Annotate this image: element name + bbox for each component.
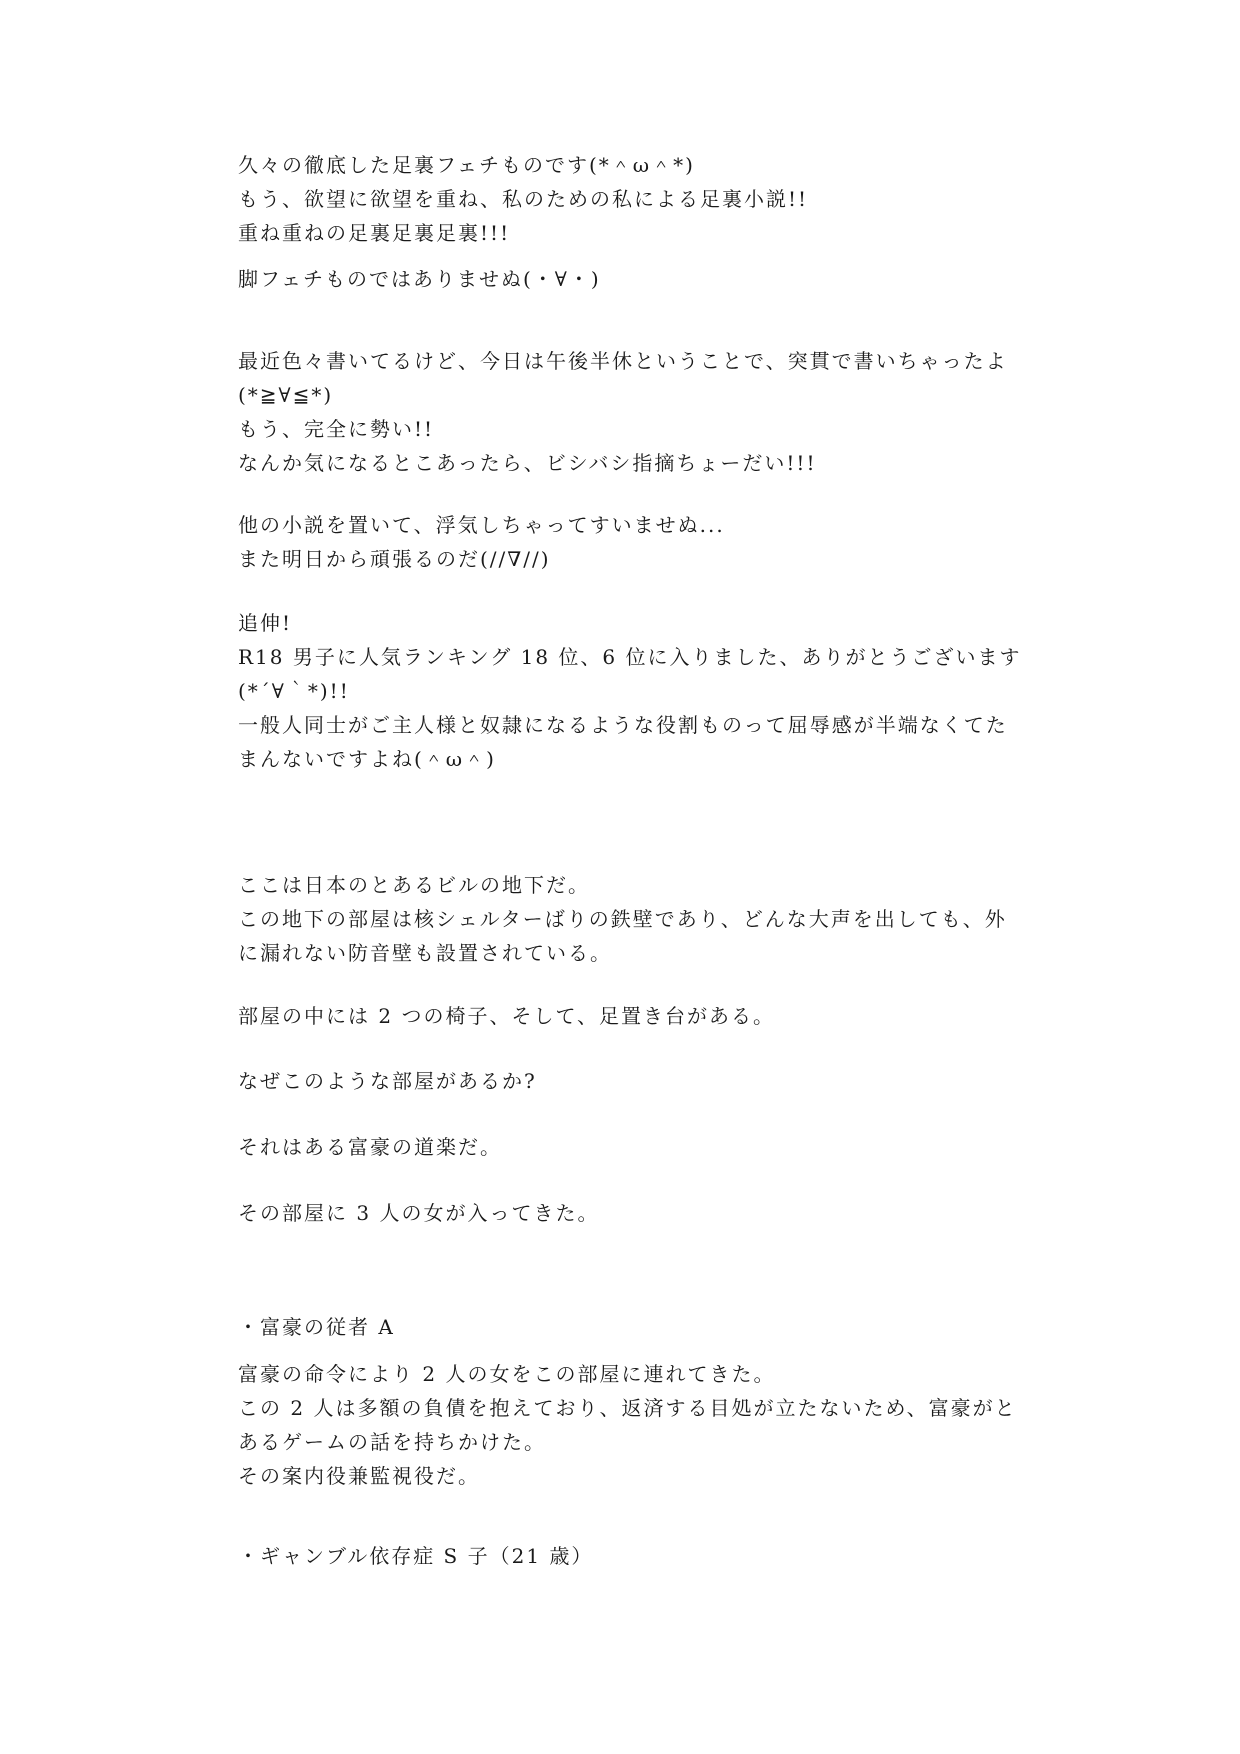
- preface-line: また明日から頑張るのだ(//∇//): [238, 547, 551, 571]
- story-line: に漏れない防音壁も設置されている。: [238, 941, 612, 965]
- preface-line: 脚フェチものではありませぬ(・∀・): [238, 267, 601, 291]
- preface-paragraph-3: [238, 344, 1014, 480]
- preface-paragraph-1: [238, 148, 1014, 250]
- preface-line: もう、欲望に欲望を重ね、私のための私による足裏小説!!: [238, 187, 809, 211]
- preface-line: まんないですよね(＾ω＾): [238, 747, 496, 771]
- story-paragraph-3: [238, 1064, 1014, 1098]
- character-heading-text: ・ギャンブル依存症 S 子（21 歳）: [238, 1544, 594, 1568]
- character-line: あるゲームの話を持ちかけた。: [238, 1430, 546, 1454]
- preface-paragraph-2: [238, 262, 1014, 296]
- story-line: この地下の部屋は核シェルターばりの鉄壁であり、どんな大声を出しても、外: [238, 907, 1007, 931]
- preface-line: 他の小説を置いて、浮気しちゃってすいませぬ...: [238, 513, 725, 537]
- story-line: 部屋の中には 2 つの椅子、そして、足置き台がある。: [238, 1004, 776, 1028]
- character-heading-text: ・富豪の従者 A: [238, 1315, 395, 1339]
- preface-line: 重ね重ねの足裏足裏足裏!!!: [238, 221, 511, 245]
- story-line: ここは日本のとあるビルの地下だ。: [238, 873, 590, 897]
- character-line: この 2 人は多額の負債を抱えており、返済する目処が立たないため、富豪がと: [238, 1396, 1017, 1420]
- preface-line: 最近色々書いてるけど、今日は午後半休ということで、突貫で書いちゃったよ: [238, 349, 1008, 373]
- character-s-heading: [238, 1539, 1014, 1573]
- preface-paragraph-4: [238, 508, 1014, 576]
- character-a-heading: [238, 1310, 1014, 1344]
- preface-line: 一般人同士がご主人様と奴隷になるような役割ものって屈辱感が半端なくてた: [238, 713, 1008, 737]
- preface-line: 追伸!: [238, 611, 293, 635]
- character-line: その案内役兼監視役だ。: [238, 1464, 480, 1488]
- character-line: 富豪の命令により 2 人の女をこの部屋に連れてきた。: [238, 1362, 776, 1386]
- preface-paragraph-5: [238, 606, 1022, 776]
- preface-line: なんか気になるとこあったら、ビシバシ指摘ちょーだい!!!: [238, 451, 817, 475]
- character-a-description: [238, 1357, 1017, 1493]
- preface-line: 久々の徹底した足裏フェチものです(*＾ω＾*): [238, 153, 695, 177]
- story-line: その部屋に 3 人の女が入ってきた。: [238, 1201, 600, 1225]
- preface-line: (*´∀｀*)!!: [238, 679, 350, 703]
- story-line: なぜこのような部屋があるか?: [238, 1069, 537, 1093]
- preface-line: (*≧∀≦*): [238, 383, 334, 407]
- preface-line: R18 男子に人気ランキング 18 位、6 位に入りました、ありがとうございます: [238, 645, 1022, 669]
- story-line: それはある富豪の道楽だ。: [238, 1135, 502, 1159]
- story-paragraph-2: [238, 999, 1014, 1033]
- preface-line: もう、完全に勢い!!: [238, 417, 435, 441]
- story-paragraph-1: [238, 868, 1014, 970]
- story-paragraph-4: [238, 1130, 1014, 1164]
- story-paragraph-5: [238, 1196, 1014, 1230]
